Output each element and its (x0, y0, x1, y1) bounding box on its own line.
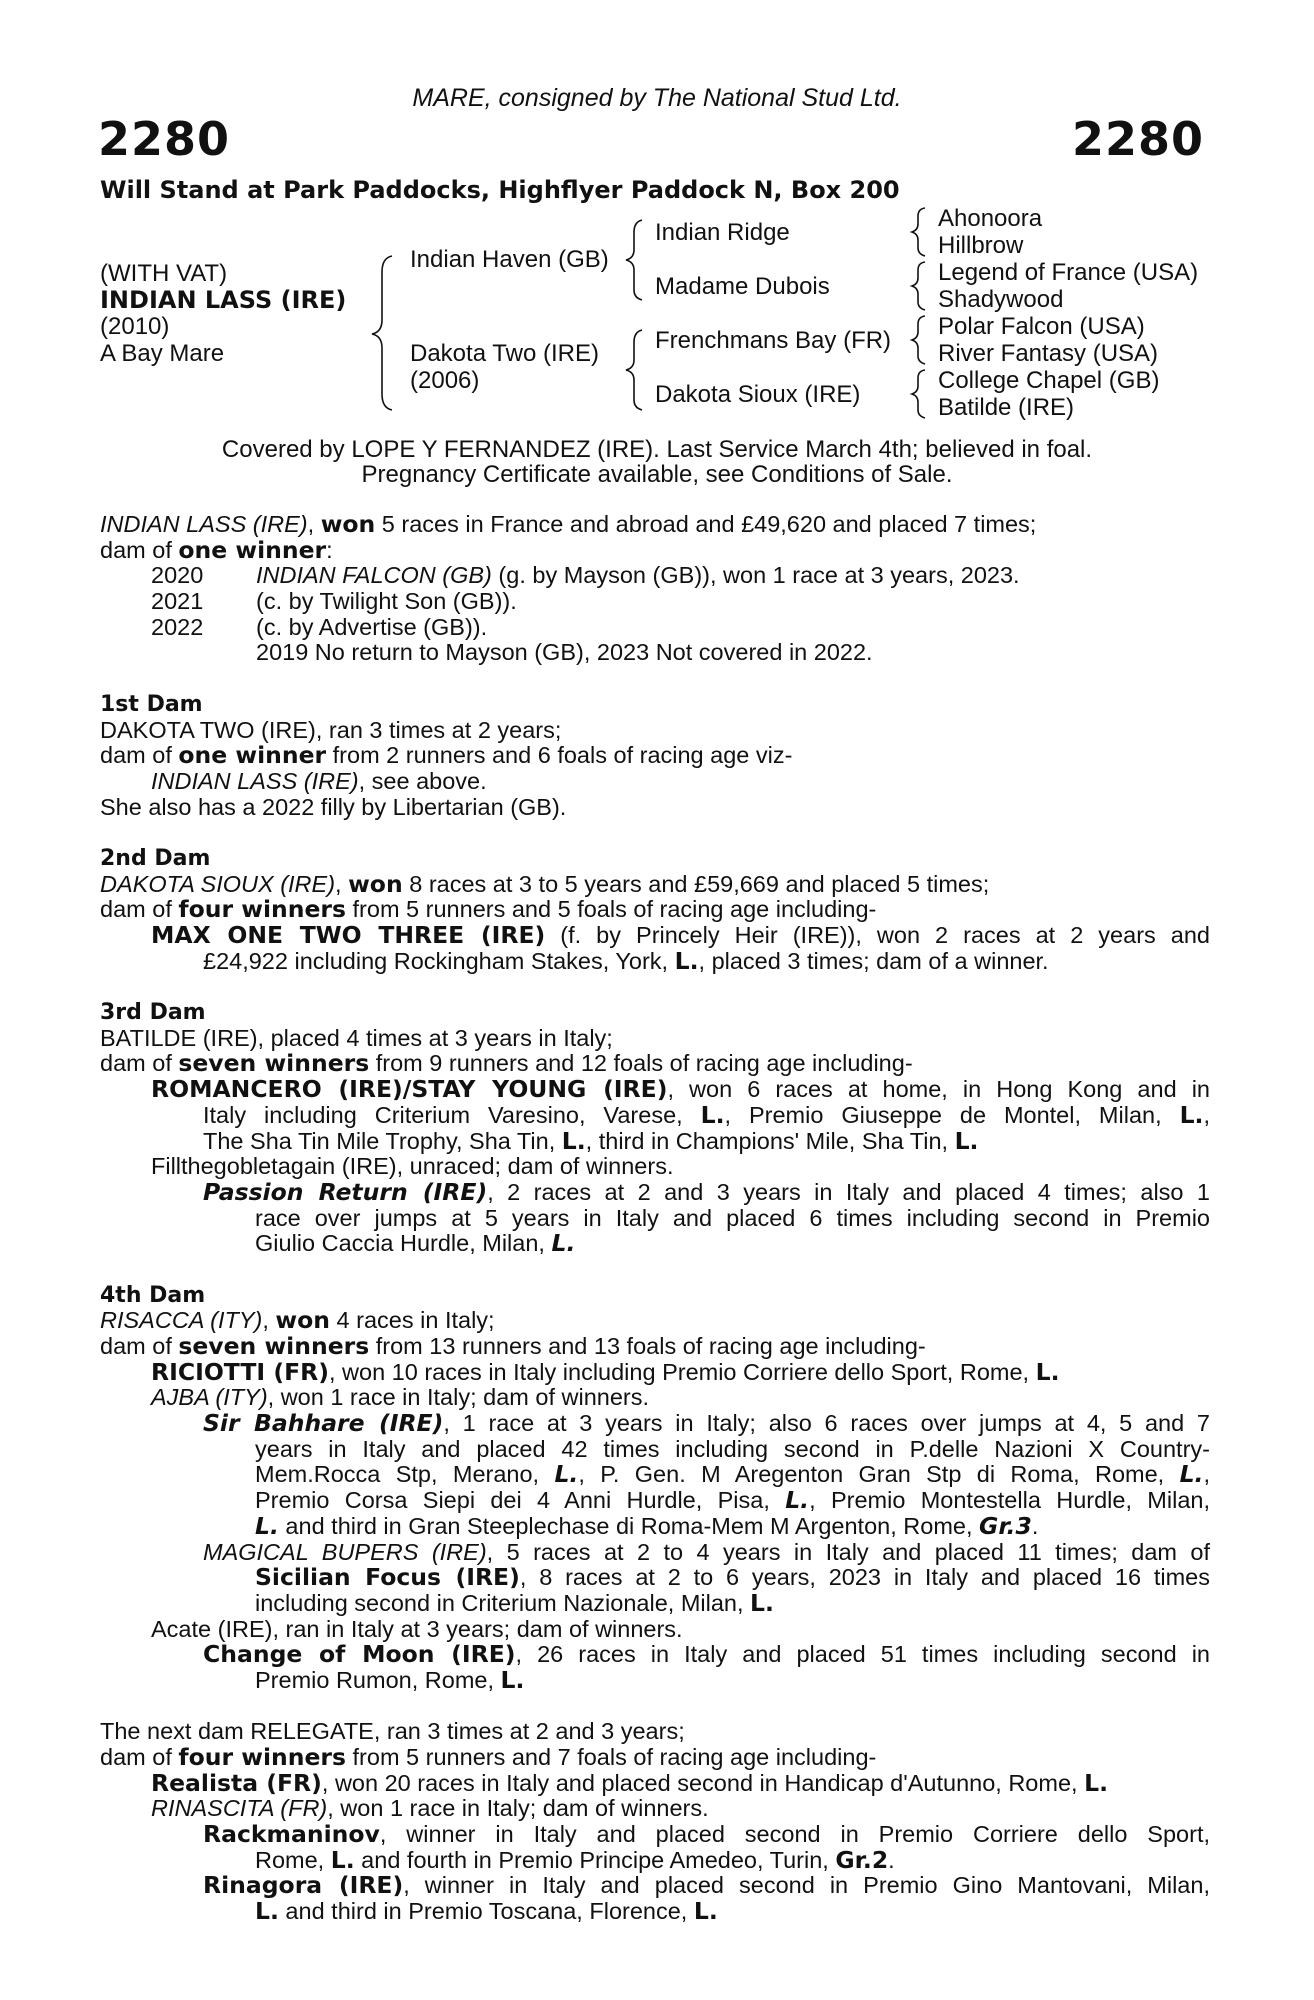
winners-count: one winner (178, 741, 327, 770)
progeny-name: ROMANCERO (IRE)/STAY YOUNG (IRE) (151, 1075, 668, 1104)
next-dam-progeny-2 (100, 1796, 1210, 1822)
second-dam-line (100, 869, 1210, 898)
dam-year: (2006) (410, 367, 480, 394)
produce-name: INDIAN FALCON (GB) (256, 562, 492, 589)
listed-mark: L. (693, 1897, 718, 1926)
fourth-dam-line (100, 1308, 1210, 1334)
progeny-name: MAX ONE TWO THREE (IRE) (151, 921, 546, 949)
fourth-dam-grandprogeny-1-cont3 (100, 1488, 1210, 1514)
text: , 8 races at 2 to 6 years, 2023 in Italy and placed 16 times (519, 1564, 1210, 1591)
stand-location: Will Stand at Park Paddocks, Highflyer Paddock N, Box 200 (100, 176, 900, 204)
fourth-dam-progeny-1 (100, 1357, 1210, 1386)
first-dam-progeny (100, 769, 1210, 795)
fourth-dam-progeny-2 (100, 1385, 1210, 1411)
listed-mark: L. (500, 1665, 525, 1694)
progeny-name: Rackmaninov (203, 1820, 380, 1849)
dam-dam: Dakota Sioux (IRE) (655, 381, 861, 408)
listed-mark: L. (255, 1511, 279, 1540)
text: , (335, 870, 349, 897)
vat-label: (WITH VAT) (100, 260, 228, 287)
fourth-dam-heading: 4th Dam (100, 1282, 206, 1308)
fourth-dam-grandprogeny-3-cont (100, 1665, 1210, 1694)
next-dam-of (100, 1745, 1210, 1771)
mare-dam-of (100, 535, 1210, 564)
text: , 26 races in Italy and placed 51 times including second in (515, 1641, 1210, 1668)
dam-sire: Frenchmans Bay (FR) (655, 327, 892, 354)
text: , won 1 race in Italy; dam of winners. (267, 1384, 650, 1411)
text: dam of (100, 896, 179, 923)
sire-dam: Madame Dubois (655, 273, 830, 300)
third-dam-progeny-2: Fillthegobletagain (IRE), unraced; dam of winners. (151, 1153, 674, 1180)
progeny-name: RINASCITA (FR) (151, 1795, 328, 1822)
listed-mark: L. (750, 1588, 774, 1617)
first-dam-line: DAKOTA TWO (IRE), ran 3 times at 2 years; (100, 716, 562, 743)
listed-mark: L. (1179, 1460, 1204, 1489)
won-label: won (348, 869, 403, 898)
text: Premio Rumon, Rome, (255, 1666, 501, 1693)
sire: Indian Haven (GB) (410, 246, 609, 273)
text: and fourth in Premio Principe Amedeo, Turin, (354, 1846, 836, 1873)
fourth-dam-grandprogeny-2 (100, 1540, 1210, 1566)
text: Italy including Criterium Varesino, Varese, (203, 1101, 701, 1128)
listed-mark: L. (1035, 1357, 1060, 1386)
gen3-7: College Chapel (GB) (938, 367, 1160, 394)
text: Rome, (255, 1846, 331, 1873)
gen3-8: Batilde (IRE) (938, 394, 1075, 421)
fourth-dam-of (100, 1334, 1210, 1360)
progeny-name: Sicilian Focus (IRE) (255, 1563, 520, 1592)
produce-2020 (100, 563, 1210, 589)
next-dam-grandprogeny-1-cont (100, 1845, 1210, 1874)
text: including second in Criterium Nazionale, Milan, (255, 1589, 751, 1616)
listed-mark: L. (954, 1126, 979, 1155)
text: , winner in Italy and placed second in Premio Corriere dello Sport, (379, 1821, 1210, 1848)
third-dam-progeny-1-cont (100, 1100, 1210, 1129)
text: , 2 races at 2 and 3 years in Italy and placed 4 times; also 1 (487, 1178, 1210, 1205)
listed-mark: L. (674, 946, 699, 975)
text: . (888, 1846, 895, 1873)
fourth-dam-grandprogeny-2-cont2 (100, 1588, 1210, 1617)
text: , (307, 511, 321, 537)
progeny-name: AJBA (ITY) (151, 1384, 268, 1411)
text: from 2 runners and 6 foals of racing age viz- (326, 742, 793, 769)
gen3-3: Legend of France (USA) (938, 259, 1199, 286)
won-label: won (320, 510, 376, 538)
text: , (262, 1307, 276, 1334)
listed-mark: L. (785, 1486, 810, 1515)
text: , Premio Giuseppe de Montel, Milan, (724, 1101, 1180, 1128)
fourth-dam-progeny-3: Acate (IRE), ran in Italy at 3 years; dam of winners. (151, 1615, 683, 1642)
text: The Sha Tin Mile Trophy, Sha Tin, (203, 1127, 562, 1154)
progeny-name: Sir Bahhare (IRE) (203, 1409, 444, 1438)
gen3-1: Ahonoora (938, 205, 1043, 232)
produce-record (100, 512, 1210, 1925)
text: , placed 3 times; dam of a winner. (698, 947, 1049, 974)
text: , see above. (358, 767, 487, 794)
winners-count: one winner (178, 535, 327, 564)
first-dam-of (100, 743, 1210, 769)
group-mark: Gr.3 (979, 1511, 1032, 1540)
winners-count: four winners (178, 1743, 346, 1771)
lot-number-right: 2280 (1071, 112, 1204, 166)
listed-mark: L. (1179, 1100, 1204, 1129)
listed-mark: L. (554, 1460, 579, 1489)
third-dam-of (100, 1051, 1210, 1077)
text: and third in Premio Toscana, Florence, (278, 1898, 694, 1925)
sire-sire: Indian Ridge (655, 219, 790, 246)
text: (c. by Advertise (GB)). (256, 613, 488, 640)
horse-year: (2010) (100, 313, 170, 340)
text: , Premio Montestella Hurdle, Milan, (809, 1487, 1210, 1514)
text: £24,922 including Rockingham Stakes, York, (203, 947, 675, 974)
text: , won 10 races in Italy including Premio Corriere dello Sport, Rome, (328, 1358, 1036, 1385)
produce-2021 (100, 589, 1210, 615)
dam-name: RISACCA (ITY) (100, 1307, 263, 1334)
listed-mark: L. (1084, 1768, 1108, 1797)
winners-count: four winners (178, 895, 346, 924)
text: , 1 race at 3 years in Italy; also 6 races over jumps at 4, 5 and 7 (443, 1410, 1210, 1437)
covered-line-1: Covered by LOPE Y FERNANDEZ (IRE). Last Service March 4th; believed in foal. (221, 436, 1093, 463)
text: , won 1 race in Italy; dam of winners. (327, 1795, 709, 1822)
second-dam-of (100, 897, 1210, 923)
third-dam-grandprogeny-cont: race over jumps at 5 years in Italy and placed 6 times including second in Premio (255, 1204, 1210, 1231)
fourth-dam-grandprogeny-3 (100, 1642, 1210, 1668)
winners-count: seven winners (178, 1049, 370, 1078)
text: , won 6 races at home, in Hong Kong and in (667, 1076, 1210, 1103)
fourth-dam-grandprogeny-1-cont4 (100, 1511, 1210, 1540)
won-label: won (275, 1306, 330, 1335)
text: (g. by Mayson (GB)), won 1 race at 3 years, 2023. (491, 562, 1020, 589)
third-dam-progeny-1 (100, 1077, 1210, 1103)
gen3-2: Hillbrow (938, 232, 1024, 259)
dam: Dakota Two (IRE) (410, 340, 599, 367)
text: Premio Corsa Siepi dei 4 Anni Hurdle, Pisa, (255, 1487, 786, 1514)
third-dam-progeny-1-cont2 (100, 1126, 1210, 1155)
text: 4 races in Italy; (330, 1307, 495, 1334)
text: , (1203, 1461, 1210, 1488)
text: Giulio Caccia Hurdle, Milan, (255, 1230, 552, 1257)
listed-mark: L. (330, 1845, 355, 1874)
gen3-5: Polar Falcon (USA) (938, 313, 1145, 340)
consignor-line: MARE, consigned by The National Stud Ltd. (412, 84, 902, 112)
lot-number-left: 2280 (98, 112, 231, 166)
fourth-dam-grandprogeny-1 (100, 1411, 1210, 1437)
listed-mark: L. (561, 1126, 586, 1155)
fourth-dam-grandprogeny-2-cont (100, 1565, 1210, 1591)
produce-note (100, 640, 1210, 666)
text: from 9 runners and 12 foals of racing age including- (369, 1050, 913, 1077)
text: dam of (100, 1333, 179, 1359)
produce-year: 2022 (151, 613, 204, 640)
group-mark: Gr.2 (835, 1845, 889, 1874)
text: (f. by Princely Heir (IRE)), won 2 races at 2 years and (545, 922, 1210, 948)
gen3-6: River Fantasy (USA) (938, 340, 1159, 367)
text: from 5 runners and 7 foals of racing age including- (346, 1744, 877, 1770)
text: , won 20 races in Italy and placed second in Handicap d'Autunno, Rome, (321, 1769, 1085, 1796)
listed-mark: L. (700, 1100, 725, 1129)
progeny-name: Rinagora (IRE) (203, 1871, 404, 1900)
listed-mark: L. (255, 1897, 279, 1926)
third-dam-grandprogeny-cont2 (100, 1231, 1210, 1257)
second-dam-heading: 2nd Dam (100, 845, 211, 871)
winners-count: seven winners (178, 1332, 370, 1360)
mare-line (100, 512, 1210, 538)
third-dam-heading: 3rd Dam (100, 1000, 206, 1026)
first-dam-heading: 1st Dam (100, 691, 203, 717)
text: 8 races at 3 to 5 years and £59,669 and placed 5 times; (402, 870, 990, 897)
fourth-dam-grandprogeny-1-cont2 (100, 1462, 1210, 1488)
gen3-4: Shadywood (938, 286, 1064, 313)
listed-mark: L. (551, 1229, 576, 1258)
dam-name: DAKOTA SIOUX (IRE) (100, 870, 336, 897)
next-dam-grandprogeny-2-cont (100, 1899, 1210, 1925)
text: dam of (100, 1050, 179, 1077)
text: 5 races in France and abroad and £49,620 and placed 7 times; (375, 511, 1037, 537)
text: , winner in Italy and placed second in Premio Gino Mantovani, Milan, (403, 1872, 1210, 1899)
text: (c. by Twilight Son (GB)). (256, 588, 517, 615)
horse-description: A Bay Mare (100, 340, 225, 367)
progeny-name: INDIAN LASS (IRE) (151, 767, 359, 794)
text: . (1031, 1512, 1039, 1539)
next-dam-grandprogeny-2 (100, 1873, 1210, 1899)
next-dam-grandprogeny-1 (100, 1822, 1210, 1848)
fourth-dam-grandprogeny-1-cont: years in Italy and placed 42 times including second in P.delle Nazioni X Country- (255, 1435, 1210, 1462)
second-dam-progeny-cont (100, 946, 1210, 975)
progeny-name: MAGICAL BUPERS (IRE) (203, 1538, 487, 1565)
text: dam of (100, 536, 179, 563)
produce-year: 2021 (151, 588, 204, 615)
text: dam of (100, 1744, 179, 1770)
next-dam-line: The next dam RELEGATE, ran 3 times at 2 and 3 years; (100, 1718, 685, 1745)
text: , third in Champions' Mile, Sha Tin, (585, 1127, 955, 1154)
mare-name: INDIAN LASS (IRE) (100, 511, 308, 537)
produce-2022 (100, 615, 1210, 641)
first-dam-note: She also has a 2022 filly by Libertarian (GB). (100, 793, 567, 820)
pedigree-braces (0, 0, 1314, 440)
text: , 5 races at 2 to 4 years in Italy and placed 11 times; dam of (486, 1538, 1211, 1565)
progeny-name: Passion Return (IRE) (203, 1177, 488, 1206)
text: dam of (100, 742, 179, 769)
produce-year: 2020 (151, 562, 204, 589)
text: : (326, 536, 333, 563)
covered-line-2: Pregnancy Certificate available, see Conditions of Sale. (361, 461, 953, 488)
text: and third in Gran Steeplechase di Roma-Mem M Argenton, Rome, (278, 1512, 980, 1539)
text: from 5 runners and 5 foals of racing age including- (346, 896, 877, 923)
text: , P. Gen. M Aregenton Gran Stp di Roma, Rome, (578, 1461, 1180, 1488)
third-dam-grandprogeny (100, 1177, 1210, 1206)
second-dam-progeny (100, 923, 1210, 949)
next-dam-progeny-1 (100, 1768, 1210, 1797)
horse-name: INDIAN LASS (IRE) (100, 286, 347, 314)
progeny-name: Realista (FR) (151, 1768, 322, 1797)
text: , (1203, 1101, 1210, 1128)
text: from 13 runners and 13 foals of racing age including- (369, 1333, 926, 1359)
third-dam-line: BATILDE (IRE), placed 4 times at 3 years in Italy; (100, 1024, 613, 1051)
text: 2019 No return to Mayson (GB), 2023 Not covered in 2022. (256, 639, 873, 666)
text: Mem.Rocca Stp, Merano, (255, 1461, 555, 1488)
progeny-name: RICIOTTI (FR) (151, 1357, 329, 1386)
progeny-name: Change of Moon (IRE) (203, 1640, 516, 1669)
